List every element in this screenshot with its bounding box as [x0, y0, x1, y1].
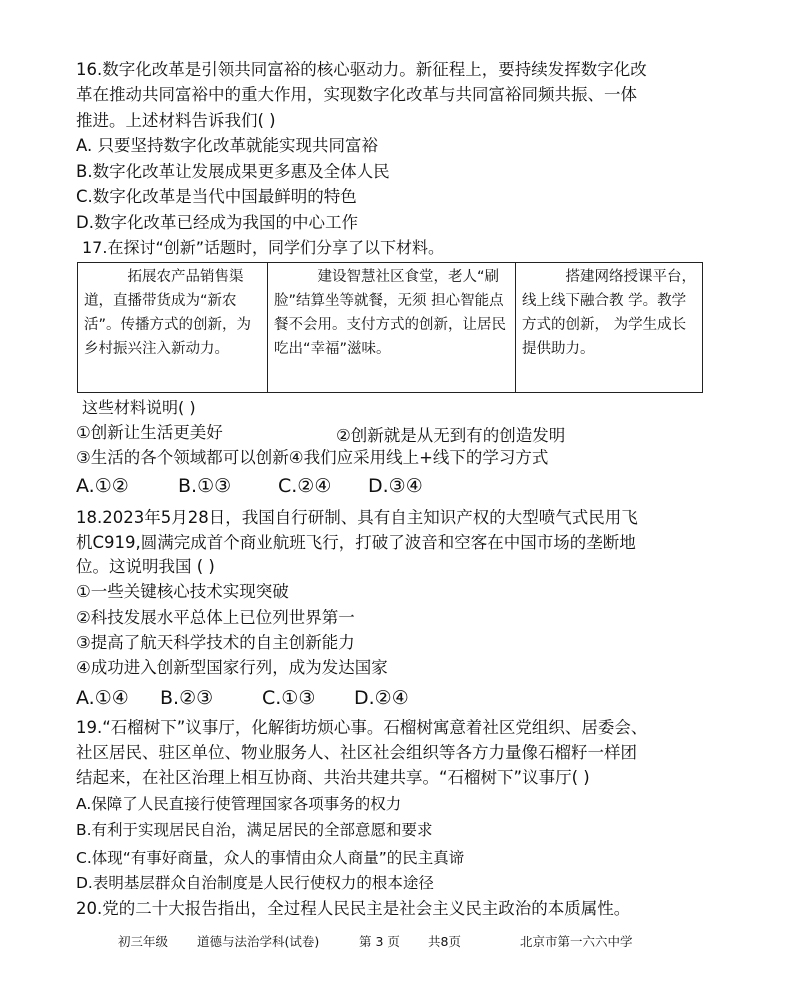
q17-material-3: 搭建网络授课平台，线上线下融合教 学。教学方式的创新， 为学生成长提供助力。 [516, 263, 703, 393]
q18-choices [76, 686, 409, 710]
q16-option-c: C.数字化改革是当代中国最鲜明的特色 [76, 187, 357, 206]
q17-material-1: 拓展农产品销售渠道，直播带货成为“新农活”。传播方式的创新，为乡村振兴注入新动力。 [78, 263, 268, 393]
q16-option-b: B.数字化改革让发展成果更多惠及全体人民 [76, 162, 390, 181]
q16-stem-line-1: 16.数字化改革是引领共同富裕的核心驱动力。新征程上，要持续发挥数字化改 [76, 60, 647, 79]
q19-stem-line-1: 19.“石榴树下”议事厅，化解街坊烦心事。石榴树寓意着社区党组织、居委会、 [76, 718, 648, 737]
q19-option-c: C.体现“有事好商量，众人的事情由众人商量”的民主真谛 [76, 849, 465, 867]
footer-school: 北京市第一六六中学 [520, 934, 633, 949]
q17-material-2: 建设智慧社区食堂，老人“刷脸”结算坐等就餐，无须 担心智能点餐不会用。支付方式的创新，让居民吃出“幸福”滋味。 [268, 263, 516, 393]
q18-choice-d: D.②④ [354, 687, 409, 709]
q19-option-d: D.表明基层群众自治制度是人民行使权力的根本途径 [76, 874, 434, 892]
q18-choice-a: A.①④ [76, 687, 129, 709]
q20-stem: 20.党的二十大报告指出，全过程人民民主是社会主义民主政治的本质属性。 [76, 899, 631, 918]
q16-option-d: D.数字化改革已经成为我国的中心工作 [76, 213, 358, 232]
q17-question: 这些材料说明( ) [82, 398, 196, 417]
q17-choice-d: D.③④ [368, 475, 423, 497]
q19-option-a: A.保障了人民直接行使管理国家各项事务的权力 [76, 795, 402, 813]
q18-stem-line-2: 机C919,圆满完成首个商业航班飞行，打破了波音和空客在中国市场的垄断地 [76, 533, 636, 552]
q17-statement-2: ②创新就是从无到有的创造发明 [336, 426, 566, 445]
q16-option-a: A. 只要坚持数字化改革就能实现共同富裕 [76, 136, 378, 155]
q19-stem-line-3: 结起来，在社区治理上相互协商、共治共建共享。“石榴树下”议事厅( ) [76, 768, 590, 787]
q17-choices [76, 474, 423, 498]
q17-choice-b: B.①③ [178, 475, 232, 497]
q17-material-table [77, 262, 703, 393]
q17-statement-3-4: ③生活的各个领域都可以创新④我们应采用线上+线下的学习方式 [76, 448, 549, 467]
q18-choice-b: B.②③ [160, 687, 214, 709]
q17-statement-1: ①创新让生活更美好 [76, 423, 223, 442]
q19-stem-line-2: 社区居民、驻区单位、物业服务人、社区社会组织等各方力量像石榴籽一样团 [76, 743, 637, 762]
footer-subject: 道德与法治学科(试卷) [197, 934, 320, 949]
q18-statement-3: ③提高了航天科学技术的自主创新能力 [76, 633, 355, 652]
q18-stem-line-1: 18.2023年5月28日，我国自行研制、具有自主知识产权的大型喷气式民用飞 [76, 508, 638, 527]
q17-choice-c: C.②④ [278, 475, 332, 497]
q18-stem-line-3: 位。这说明我国 ( ) [76, 557, 215, 576]
q18-statement-1: ①一些关键核心技术实现突破 [76, 582, 289, 601]
q16-stem-line-2: 革在推动共同富裕中的重大作用，实现数字化改革与共同富裕同频共振、一体 [76, 85, 637, 104]
q18-statement-2: ②科技发展水平总体上已位列世界第一 [76, 608, 355, 627]
q18-statement-4: ④成功进入创新型国家行列，成为发达国家 [76, 658, 388, 677]
q17-stem: 17.在探讨“创新”话题时，同学们分享了以下材料。 [82, 238, 445, 257]
q18-choice-c: C.①③ [262, 687, 316, 709]
footer-page: 第 3 页 [359, 934, 400, 949]
q17-choice-a: A.①② [76, 475, 129, 497]
q19-option-b: B.有利于实现居民自治，满足居民的全部意愿和要求 [76, 821, 433, 839]
footer-total: 共8页 [428, 934, 461, 949]
footer-grade: 初三年级 [118, 934, 169, 949]
q16-stem-line-3: 推进。上述材料告诉我们( ) [76, 111, 276, 130]
